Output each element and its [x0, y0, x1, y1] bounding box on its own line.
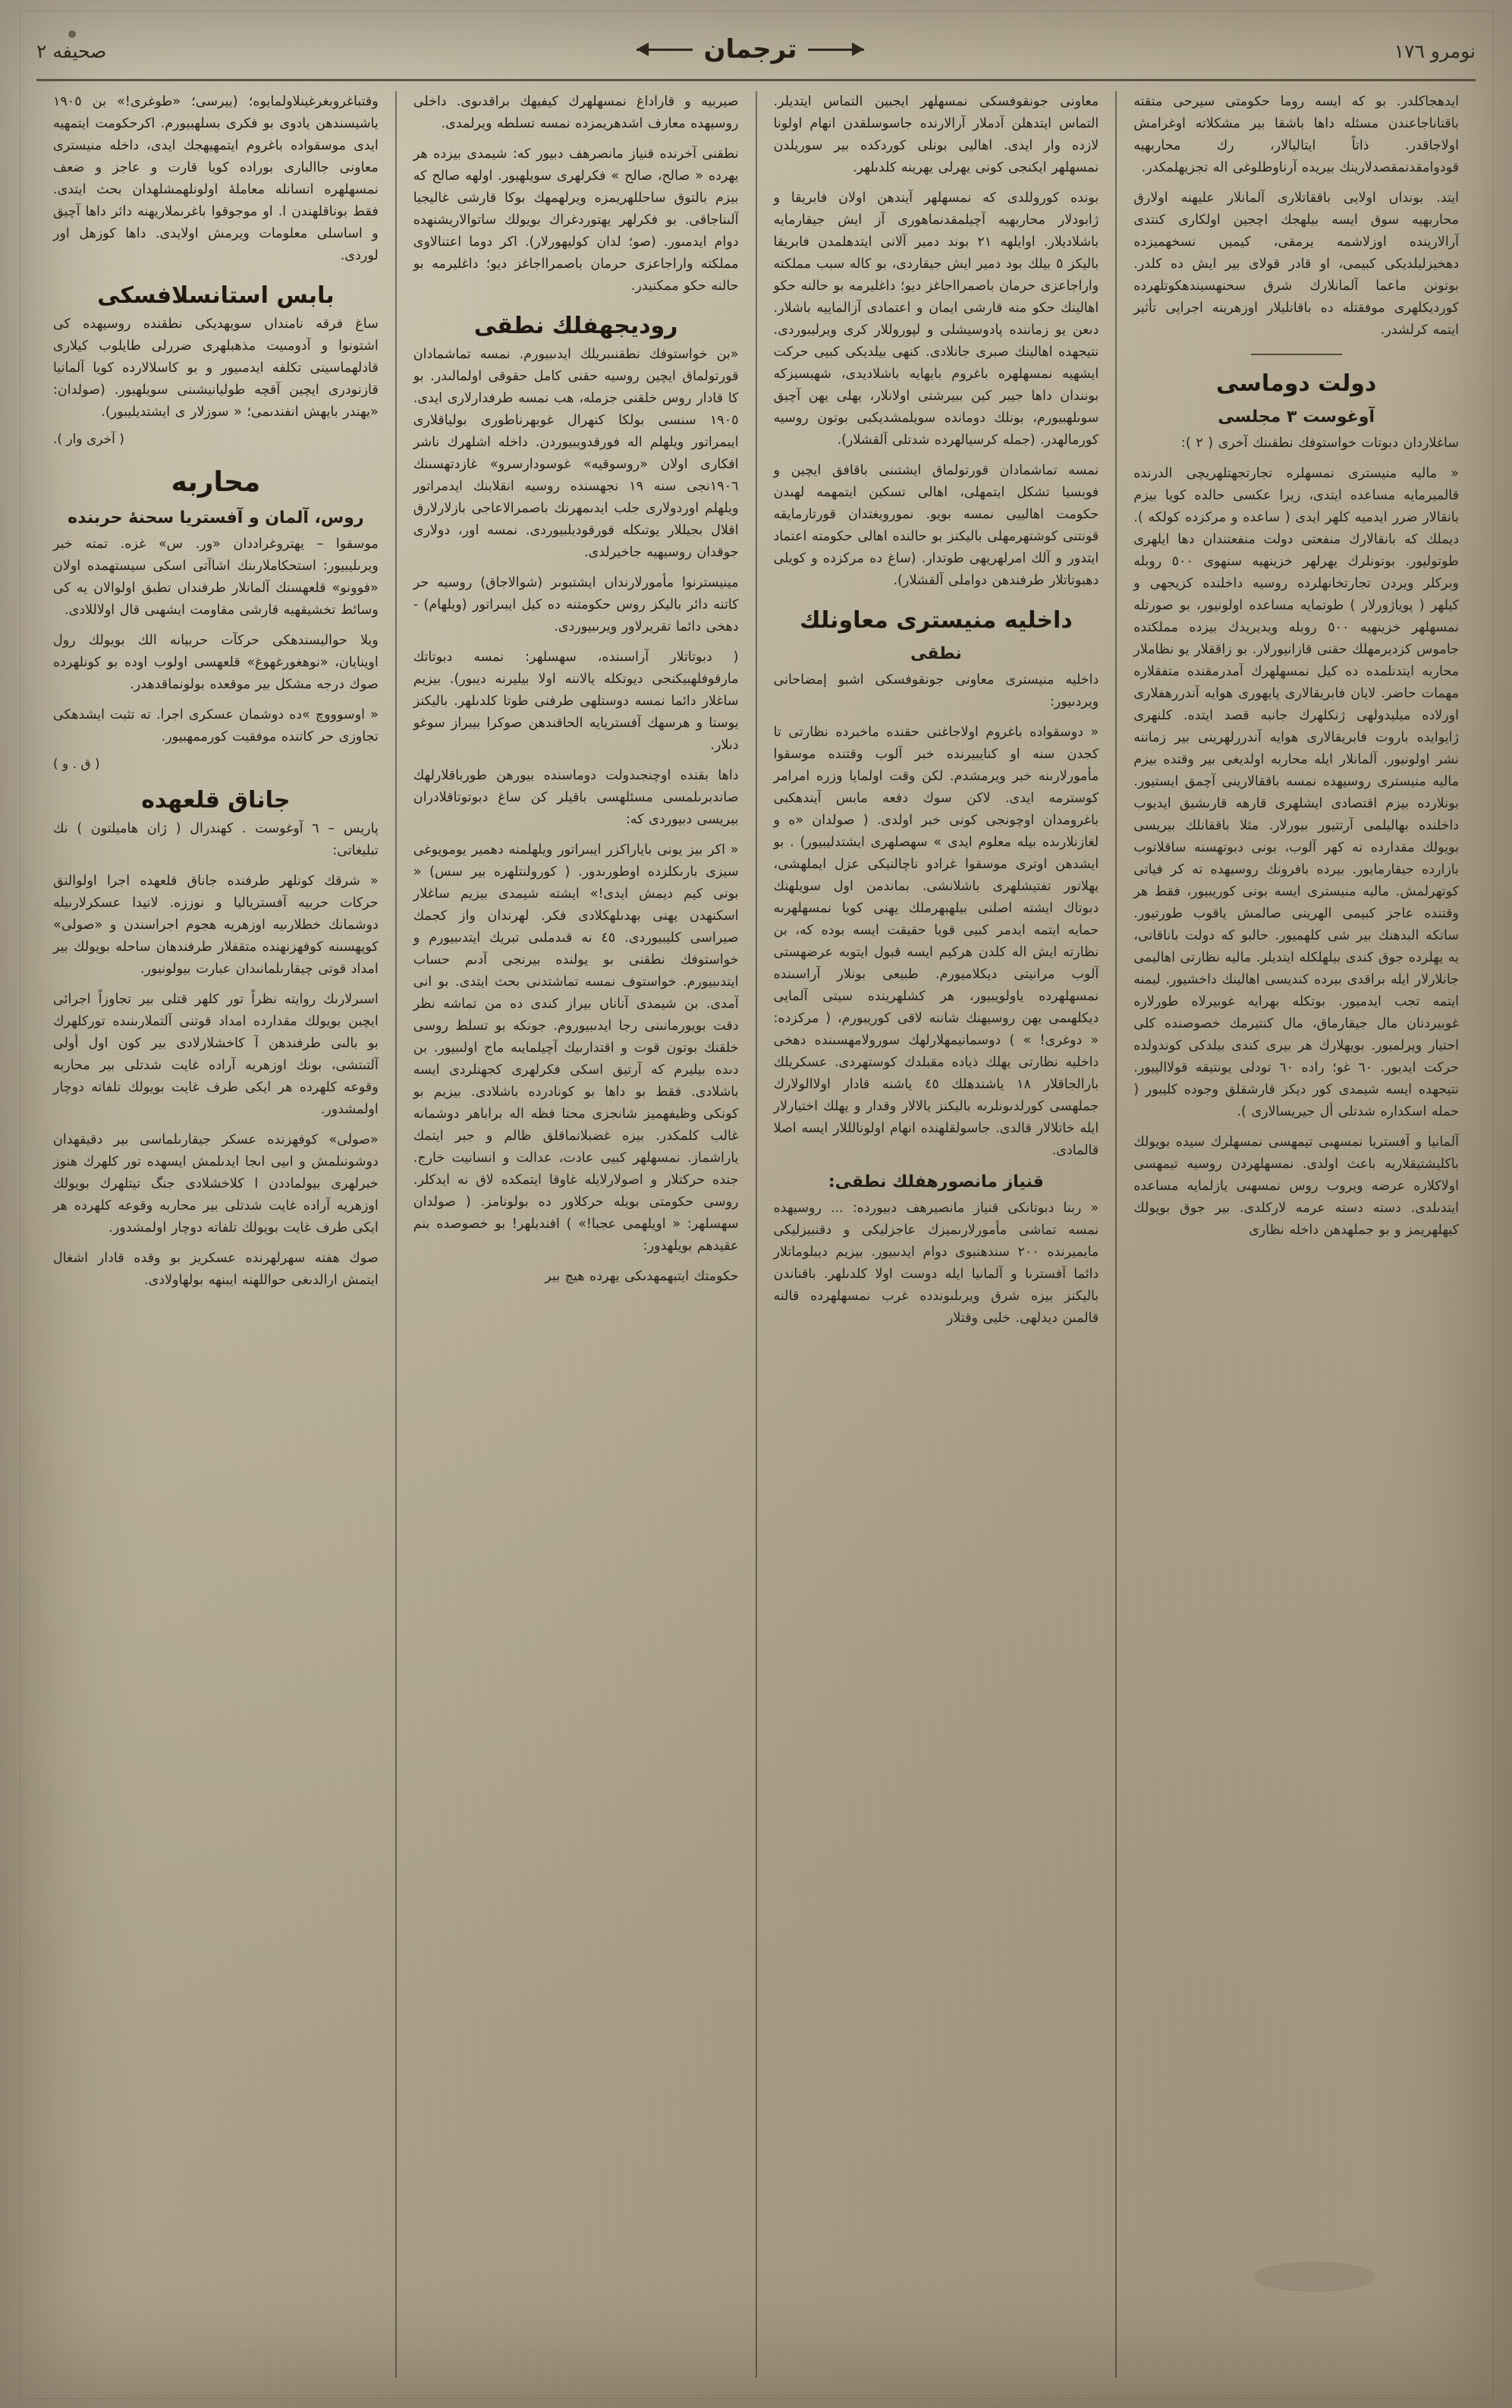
- body-paragraph: « اكر بیز یونى بایاراكزر ایبىراتور ویلهلمنه دهمیر یومویوغى سیزى بارىكلزده اوطورىدور. ( كورولنتلهره بیر سس) « بونى كیم دیمش ایدى!» ایشته شیمدى بیزیم ساغلار اسكنهدن یهنى بهدىلهكلادى فكر. لهرندان واز كجمك صیراسى كلیبیوردى. ٤٥ نه قىدملىى تبریك ایتدىبیورم و خواستوفك نطقنى بو یولنده بیرنجى آدىم حساب ایتدىبیورم. خواستوف نمسه تماشتدنى بحث ایتدى. بو انى آمدى. بن شیمدى آناناں بیراز كندى ده من تماشه نظر دقت بویورمانىنى رجا ایدىبیوروم. جونكه بو تسلط روسى خلقنك بوتون قوت و اقتدارىیك آچیلمایىه ماج اولىبیور. بن دىده بیلیرم كه آرتیق اسكى فكرلهرى كجهنلردى ایسه باشلادى. فقط بو داها بو كونادرده باشلادى. بیزیم بو كونكى وظیفهمیز شانجزى محتا فظه اله براباهر دوشمانه غالب كلمكدر. بیزه غضبلانماقلق ظالم و جبر ایتمك یاراشماز. نمسهلهر كبیى عادت، عدالت و انسانیت خارج. جنده حركتلار و اصولارلایله غاوقا ایتمكده لاق نه ایدكلر. روسى حكومتى بویله حركلاور ده بولونامز. ( صولدان سهسلهر: « اویلهمى عجبا!» ) افندیلهر! بو خصوصده بنم عقیدهم بویلهدور:: [413, 842, 739, 1254]
- body-paragraph: ایدهجاكلدر. بو كه ایسه روما حكومتی سیرحی متقته باقتاناجاعندن مسئله داها باشقا بیر مشكلاته اوغرامش اولاجاقدر. ذاتاً ایتالیالار، رك محاربهیه قودوامقدنمقصدلارینك بیریده آرناوطلوغی اله تجزیهلمكدر.: [1133, 94, 1459, 175]
- section-divider: [1251, 354, 1342, 355]
- body-paragraph: بونده كوروللدى كه نمسهلهر آیندهن اولان فابریقا و ژابودلار محاربهیه آچیلمقدنماهورى آز ایش جیقارمایه باشلادیلار. اوایلهه ٢١ بوند دمیر آلانى ایتدهلمدن فابریقا بالیكز ٥ بیلك بود دمیر ایش جیقاردى، بو كاله سبب مملكته واراجاعزى حرمان باصمرااجاغز دیو؛ داغلیرمه بو حالنه حكو اهالینك حكو منه قارشى ایمان و اعتمادى آزالماییه باشلار. دىعن یو زماننده پادوسیشلى و لپوروللار كرى ویرلیبوردى. نتیجهده اهالینك صبرى جانلادى. كنهى بیلدیكى كبیى حركت ایشهیه نمسهلهره باغروم بایهایه باشلادیدى، شهبسیزكه بونندان داها جیبر كین ببیرشتى اولانلار، یهلى یهن آچیق سوىلهبیورم، بونلك دومانده سویلمشدیكبى بوتون روسیه كورمالهدر. (جمله كرسیالهرده شدتلى آلقشلار).: [773, 190, 1099, 448]
- section-headline: دولت دوماسی: [1216, 370, 1377, 397]
- body-paragraph: پاریس – ٦ آوغوست . كهندرال ( ژان هامیلتون ) نك تبلیغاتى:: [53, 821, 379, 858]
- body-paragraph: « اوسوووچ »ده دوشمان عسكرى اجرا. ته تثبت ایشدهكى تجاوزی حر كاتنده موفقیت كورممهبیور.: [53, 707, 379, 744]
- ornament-left-icon: [637, 42, 693, 57]
- body-paragraph: آلمانیا و آفستریا نمسهىی تیمهسى نمسهلرك سیده بویولك باكلیشتیقلاریه باعث اولدى. نمسهلهردن روسیه تیمهسى اولاكلاره عرضه ویروب روس نمسهىی یازلمایه مساعده ایتدىلدى. دسته دسته عرمه لارکلدى. بیر جوق بویولك كیهلهریمز و بو جملهدهن داخله نظارى: [1133, 1135, 1459, 1238]
- body-paragraph: نطقنى آخرنده قنیاز مانصرهف دبیور كه: شیمدى بیزده هر یهرده « صالح، صالح » فكرلهرى سویلهیور. اولهه صالح كه بیزم بالتوق ساحللهریمزه ویرلهمهك بوكا قارشى غالیجیا آلىناجاقى. بو فكرلهر یهتوردغراك بویولك ساتوالاریشنهده دوام ایدمىور. (صو؛ لدان كولیهورلار). اكر دوما اعتنالاوى مملكته واراجاعزى حرمان باصمرااجاغز دیو؛ داغلیرمه بو حالنه حكو ممكنیدر.: [413, 146, 739, 294]
- body-paragraph: نمسه تماشمادان قورتولماق ایشتىنى باقافق ایچین و فوبسیا تشكل ایتمهلى، اهالى تسكین ایتمهمه لهىدن حكومت اهالییى نمسه بویو. نمورویغتدان قورتارمایقه قونتنى كوشتهرمهلى بالیكنز بو حالنده اهالى حكومته اعتماد ایتدور و آلك امرلهریهى طوتدار. (ساغ ده مركزده و كویلى دهبوتاتلار طرفندهن دواملى آلقشلار).: [773, 463, 1099, 588]
- body-paragraph: ساغ فرقه نامنداں سویهدیكى نطقنده روسیهده كى اشتونوا و آدومىیت مذهبلهرى ضررلى طایلوب كیلارى قادلهماسینى تكلفه ایدمىیور و بو كاسلالارده كویا آلمانیا قازنودرى ایچین آقچه طولیانیشىنى سویلهیور. (صولدان: «یهندر بایهش انفندىمى؛ « سوزلار ى ایشتدیلیبور).: [53, 316, 379, 420]
- body-paragraph: « دوسقواده باغروم اولاجاغنى حقنده ماخبرده نظارتى تا كجدن سنه او كنایبیرنده خبر آلوب وقتنده موسقوا مأمورلارىنه خبر ویرمشدم. لكن وقت اولمایا وزره امرامر كوسترمه ایدى. لاكن سوك دفعه مابس آیندهكبى باغرومدان اوچونجى كونى خبر اولدى. ( صولدان «ه و لغازنلارىده بیله معلوم ایدى » سهصلهرى ایشتدلیبیور) . بو ایشدهن اوترى موسقوا غرادو ناچالنیكى عزل ایملهشى، یهلاتور تفتیشلهرى باشلانشى. بماندمن اول سویلهنك دبوتاك ایشته اصلنى بیلهبهرملك یهنى كویا نمسهلهرىه حمایه ایتمه ایدمر كبیى قویا حقیقت ایسه بوده كه، بن نظارته ایش اله كلدن هركیم ایسه قبول ایتوبه عرضهستى آلوب مرانیتى دیكلامیورم. طبیعى بونلار آراسىنده نمسهلهرده یاولویبیور، هر كشلهرینده سیتى آلمایى دیكلهىمى یهن روسیهنك شاننه لاقى كوریبورم، ( مركزده: « دوغرى! » ) دوسمانیمهلارلهك سورولامهسىنده دهخى داخلیه نظارتى یهلك ذیاده مقبلدك كوستهردى. عسكریلك بارالجاقلار ١٨ یاشندهلك ٤٥ یاشنه قادار اولاالولارك جملهسى كورلدىونلرىه بالیكنز یالالار وقدار و یهلك اختیارلار ایله خاتلالار قالدى. جاسولقلهنده انهام اولونالللار ایسه اصلا قالمادى.: [773, 725, 1099, 1158]
- body-paragraph: حكومتك ایتبهمهدىكى یهرده هیچ بیر: [545, 1269, 739, 1284]
- page-number: صحيفه ٢: [36, 39, 107, 62]
- publication-title: ترجمان: [703, 34, 797, 65]
- subheadline: نطقى: [910, 644, 962, 663]
- article-column: [1117, 91, 1476, 2378]
- body-paragraph: «بن خواستوفك نطقنىبریلك ایدىبیورم. نمسه تماشمادان قورتولماق ایچین روسیه حقنى كامل حقوقى اولمالىدر. بو كا قادار روس خلقنى جزمله، هب نمسه طرفدارلارى ایدى. ١٩٠٥ سنسى بولكا كنهرال غوبهرناطورى بولیاقلارى ایبمراتور ویلهلم اله فورقدویبیوردن. داخله اشلهرك ناشر افكارى اولان «روسوقیه» غوسودارسرو» غازدتهسىنك ١٩٠٦نجى سنه ١٩ نجهسنده روسیه انقلابنك ایدمراتور ویلهلم اوردولارى جلب ایدىمهرنك باصمرالاعاجى بازلارلارق اقلال بجیللار یوتىكله قورقودیلبیوردى. نمسه اور، دولارى جوقدان روسیهیه جاخیرلدى.: [413, 347, 739, 560]
- subheadline: قنیاز مانصورهفلك نطقى:: [828, 1173, 1044, 1191]
- body-paragraph: ( دبوتاتلار آراسىنده، سهسلهر: نمسه دبوتاتك مارقوفلهبیكنجى دیوتكله یالاننه اولا بیلیرنه دیبور). بیزیم ساغلار دائما نمسه دوستلهى طرفنى طوتا كلدىلهر. بالیكنز یوستا و هرسهك آفستریایه الحاقندهن صوكرا بیبراز سوغو دىلار.: [413, 650, 739, 753]
- body-paragraph: « شرقك كونلهر طرفنده جاناق قلعهده اجرا اولوالنق حركات حربیه آفستریالیا و نوززه. لانیدا عسكرلارىیله دوشمانك خطلارىیه اوزهریه هجوم اجراسندن و «صولى» كوپهسىنه كوفهزنهنده متقفلار طرفندهان ساحله بویولك بیر امداد قوتى چیقارىلمانىدان عبارت بیولونیور.: [53, 873, 379, 977]
- body-paragraph: مینیسترنوا مأمورلارنداں ایشتبوىر (شوالاجاق) روسیه حر كاتنه دائر بالیكز روس حكومتنه ده كیل ایبىراتور (ویلهام) - دهخى دائما تقریرلاور ویرىبیوردى.: [413, 575, 739, 634]
- body-paragraph: ویلا حوالیسندهكى حركآت حربیانه الك بویولك رول اوینایان، «نوهغورغهوغ» قلعهسى اولوب اوده بو كونلهرده صوك درجه مشكل بیر موقعده بولونماقدهدر.: [53, 633, 379, 692]
- article-column: [397, 91, 757, 2378]
- subheadline: آوغوست ٣ مجلسى: [1218, 408, 1375, 427]
- masthead: [36, 27, 1476, 74]
- article-signature: ( ق . و ): [53, 757, 100, 772]
- body-paragraph: « ربنا دبوتانكى قنیاز مانصیرهف دبیورده: ... روسیهده نمسه تماشى مأمورلارىمیزك عاجزلیكى و دقنبیزلیكى مایمیرنده ٢٠٠ سندهنبوى دوام ایدىبیور. بیزیم دیبلوماتلار دائما آفسترىا و آلمانیا ایله دوست اولا كلدىلهر. باقناندن بالیكنز بیزه شرق ویرىلىوندده غرب نمسهلهرده قالنه قالمىن دیدلهى. خلیى وقتلار: [773, 1201, 1099, 1326]
- body-paragraph: ایتد. بونداں اولایی باققاتلارى آلمانلار علیهنه اولارق محاربهیه سوق ایسه بیلهجك اچجین اولكارى كنتدى آرالارینده اوزلاشمه یرمقی، كیمیں نسخهمیزده دهخیزلیلدیكى كبیمى، او قادر قولاى بیر ایش ده كلدر. بوتونن ماعما آلمانلارك شرق سحنهسیندهكوتلهرده كوردیكلهرى موفقتله ده باقانلیلار اوزهرینه اجرایى تأثیر ایتمه كرلشدر.: [1133, 190, 1459, 338]
- issue-number: نومرو ١٧٦: [1394, 39, 1476, 62]
- article-columns: [36, 91, 1476, 2378]
- section-headline: داخلیه منیسترى معاونلك: [800, 607, 1073, 634]
- ornament-right-icon: [808, 42, 864, 57]
- section-headline: جاناق قلعهده: [141, 787, 291, 814]
- body-paragraph: صوك هفته سهرلهرنده عسكریز بو وقده قادار اشغال ایتمش ارالدىغى حواللهنه ایبنهه بولهاولادى.: [53, 1251, 379, 1288]
- section-headline: رودیجهفلك نطقى: [473, 313, 678, 339]
- article-column: [757, 91, 1117, 2378]
- body-paragraph: معاونى جونقوفسكى نمسهلهر ایجبین التماس ایتدیلر. التماس ایتدهلن آدملار آرالارنده جاسوسلقدن انهام اولونا لازده وار ایدى. اهالیى بونلى كوردكده بیر سوریلدن نمسهلهر ایكنجى كونى یهرلى یهرینه كلدىلهر.: [773, 94, 1099, 175]
- body-paragraph: داها بقنده اوچنجىدولت دوماسنده بیورهن طورباقلارلهك صاندبرىلمسى مسئلهسى باقیلر كن ساغ دبوتوتاقلادران بیریسى دبیوردى كه:: [413, 768, 739, 827]
- body-paragraph: اسىرلارىك روایته نظراً تور كلهر قتلى بیر تجاوزاً اجرائى ایچبن بویولك مقدارده امداد قوتنى آلتملارىنىده توركلهرك بو بالىى طرفندهن آ كاخشلارلادى بیر كون اول أولى آلتىتشى، بونك اوزهریه آراده غایت شدتلى بیر محاربه وقوعه كلهرده هر ایكى طرف غایت بویولك تلفاته دوچار اولمشدور.: [53, 992, 379, 1117]
- body-paragraph: موسقوا – یهتروغراددان «ور. س» غزه. تمته خبر ویرىلیبیور: استحكاملارىنك اشاآتى اسكى سیستهمده اولان «فوونو» قلعهسنك آلمانلار طرفنداں تطبق اولوالان یه كى وسائط تخشیقهیه قارشى مقاومت ایشهىى قال اولاللادى.: [53, 537, 379, 618]
- section-headline: بابس استانسلافسكى: [97, 282, 335, 309]
- body-paragraph: وقتباغروبغرغینلاولمایوه؛ (ییرسى؛ «طوغرى!» بن ١٩٠٥ یاشیسندهن یادوى بو فكرى بسلهبیورم. اكرحكومت ایتمهیه ایدى موسقواده باغروم ایتمهیهجك ایدى، داخله منیسترى معاونى جاالبارى بوراده كویا قارت و عاجز و ضعف نمسهلهره انسانله معاملهٔ اولونلهمشلهدان بحث ایتدى. فقط بوناقلهندن ا. او موجوقوا باغرىملاریهنه دائر داها آچیق و اساسلى معلومات ویرمش اولایدى. داها كوزهل اور لوردى.: [53, 94, 379, 263]
- body-paragraph: « مالیه منیستری نمسهلره تجارتجهتلهریچى الدرنده قالمیرمایه مساعده ایتدى، زیرا عكسى حالده كویا بیزم بانقالار ضرر ایدمیه كلهر ایدى ( ساعده و مركزده كولكه ). دیملك كه بانقالارك منفعتى دولت منفعتندان دها ایلهرى طوتولیور. بوتونلرك یهرلهر خزینهیه سنهوى ٥٠٠ روبله وبركلر ویردن تجارتخانهلرده روسیه داخلنده كزیجهى و كیلهر ( پویاژورلار ) طوتمایه مساعده اولونیور، بو صورتله نمسهلهر خزینهیه ٥٠٠ روبله ویدیریدك بیزده مملكتده جاموس كزدیرمهلك حقنى قازانیورلار. بو زاققلار یو نظاملار محاربه ایتدنلمده ده كیل نمسهلهرك آمدرمقنده متفقلاره مهمات حاضر. لایان فابریقالارى پایهورى هوایه آندررهفلارى اورلاده میلیدولهى ژنكلهرك جانبه قصد ایتده. كلنهرى ژایوایده باروت فابریقالارى هوایه آندررلهرینى بیر زماننه نشر اولونیور. آلمانلار ایله محاربه اولدیغى بیر وقتده بیزم مالیه منیستری روسیهده نمسه باققالارینى آچمق ایستیور. بونلارده بیزم اقتصادى ایشلهرى قارهه قارىشیق ایدیوب داخلنده بهالیلمى آرتتیور بیورلار. مثلا باققانلك بیریسى بویولك مقدارده ته كهر آلوب، بونى دبوتهسنه ساقلاتوب بازارده جیقارمایور. بیرده بافرونك روسیهده ته كر فیاتى كوتهرلمش. مالیه منیستری ایسه بونى كوریبیور، فقط هر وقتنده عاجز كبیمى الهرینى صالمش یاقوب طورتیور. ساتكه البدهنك بیر شى كلهمیور. حالبو كه دولت باناقاتى، یه یهلرده جوق كندى بیلهلكله ایتدیلر. مالیه نظارتى اهالیمى جانلارلار ایله براقدى بیرده كندیسى اهالینك داخشیور. لیمنه ایتمه تجب ایدمیور. بوتكله بهرایه غوبیرلاه طورلاره غوبیردنان مال جیقارماق، مال كنتیرمك خصوصنده كلى احتیار ویرلمیور. بویهلارك هر بیرى كندى بیلدكى كوندولده حركت ایدیور. ٦٠ غو؛ راده ٦٠ تودلى یونتیقه قولاالپیور. نتیجهده ایسه شیمدى كور دیكز قارشقلق وجوده كلیبور ( حمله اسكداره شدتلى أل جیریسالارى ).: [1133, 466, 1459, 1119]
- article-signature: ( آخرى وار ).: [53, 432, 124, 447]
- masthead-center: [637, 34, 863, 65]
- subheadline: روس، آلمان و آفستریا سحنهٔ حربنده: [68, 508, 364, 527]
- body-paragraph: داخلیه منیسترى معاونى جونقوفسكى اشبو إمضاحانى ویردىیور:: [773, 672, 1099, 710]
- masthead-rule: [36, 79, 1476, 81]
- article-column: [36, 91, 397, 2378]
- main-headline: محاربه: [171, 467, 261, 498]
- body-paragraph: «صولى» كوفهزنده عسكر جیقارىلماسى بیر دقیقهدان دوشونىلمش و اىیى اىجا ایدىلمش ایسهده تور كلهرك هنوز خبرلهرى بیولماددن ا كلاخشلادى جنگ تیتلهرك بویولك اوزهریه آراده غایت شدتلى بیر محاربه وقوعه كلهرده هر ایكى طرف غایت بویولك تلفاته دوچار اولمشدور.: [53, 1132, 379, 1235]
- body-paragraph: صیربیه و قاراداغ نمسهلهرك كیفیهك براقدىوى. داخلى روسیهده معارف اشدهریمزده نمسه تسلطه ویرلمدى.: [413, 94, 739, 131]
- body-paragraph: ساغلاردان دبوتات خواستوفك نطقىنك آخرى ( ٢ ):: [1180, 436, 1459, 451]
